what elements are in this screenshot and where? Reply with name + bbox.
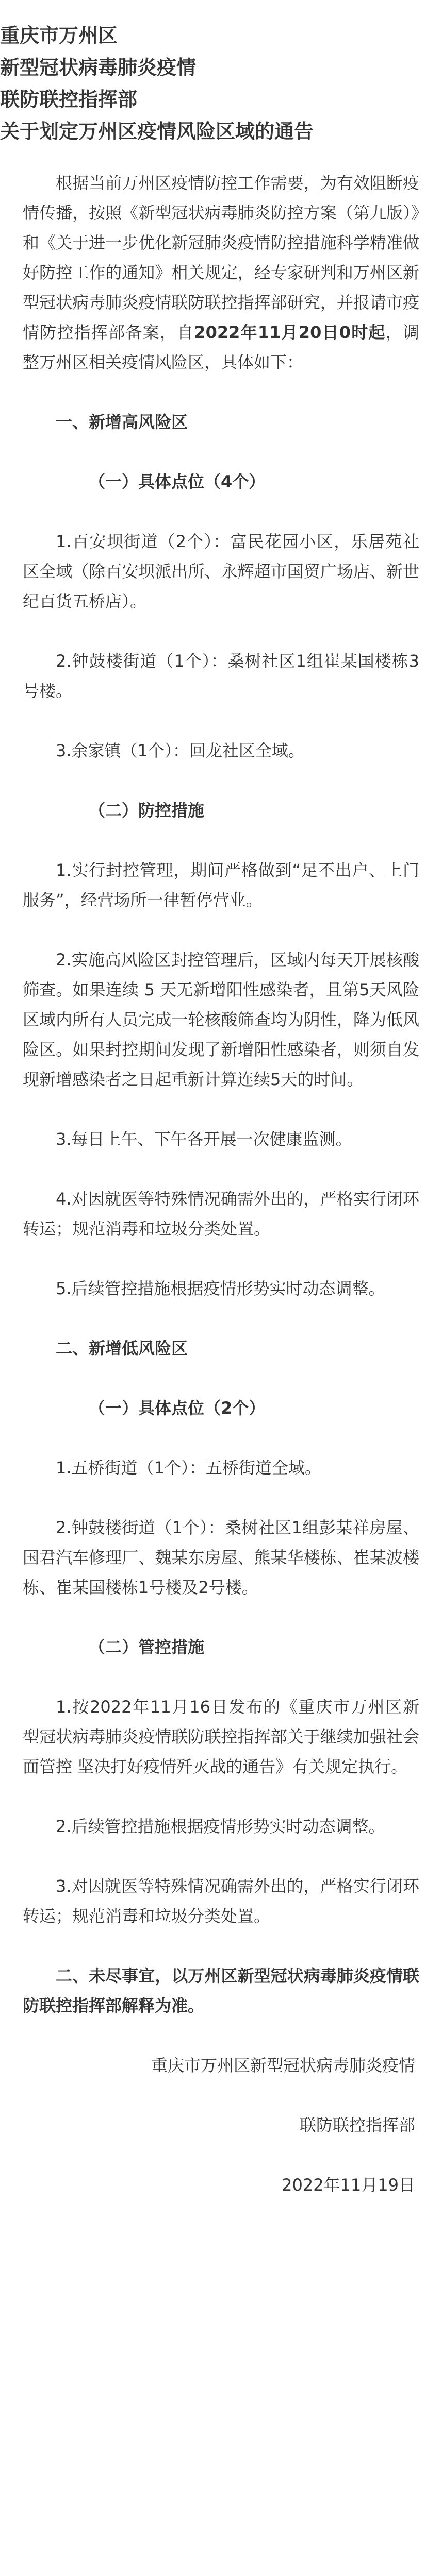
low-risk-measure-item: 1.按2022年11月16日发布的《重庆市万州区新型冠状病毒肺炎疫情联防联控指挥部关于继续加强社会面管控 坚决打好疫情歼灭战的通告》有关规定执行。 (23, 1697, 419, 1776)
signature-organization: 重庆市万州区新型冠状病毒肺炎疫情 (151, 2056, 415, 2075)
signature-department: 联防联控指挥部 (299, 2115, 415, 2135)
high-risk-measure-item: 5.后续管控措施根据疫情形势实时动态调整。 (56, 1279, 385, 1298)
low-risk-location-item: 2.钟鼓楼街道（1个）：桑树社区1组彭某祥房屋、国君汽车修理厂、魏某东房屋、熊某华楼栋、崔某波楼栋、崔某国楼栋1号楼及2号楼。 (23, 1518, 419, 1597)
high-risk-location-item: 3.余家镇（1个）：回龙社区全域。 (56, 741, 305, 760)
closing-statement: 二、未尽事宜，以万州区新型冠状病毒肺炎疫情联防联控指挥部解释为准。 (23, 1966, 419, 2015)
subheading-low-risk-locations: （一）具体点位（2个） (89, 1398, 266, 1418)
subheading-high-risk-locations: （一）具体点位（4个） (89, 472, 266, 492)
signature-date: 2022年11月19日 (282, 2175, 415, 2195)
subheading-low-risk-measures: （二）管控措施 (89, 1637, 205, 1657)
low-risk-measure-item: 3.对因就医等特殊情况确需外出的，严格实行闭环转运；规范消毒和垃圾分类处置。 (23, 1876, 419, 1926)
high-risk-measure-item: 2.实施高风险区封控管理后，区域内每天开展核酸筛查。如果连续 5 天无新增阳性感染者，且第5天风险区域内所有人员完成一轮核酸筛查均为阴性，降为低风险区。如果封控期间发现了新增阳性感染者，则须自发现新增感染者之日起重新计算连续5天的时间。 (23, 950, 419, 1089)
intro-paragraph (23, 168, 419, 377)
section-heading-high-risk: 一、新增高风险区 (56, 412, 188, 432)
low-risk-measure-item: 2.后续管控措施根据疫情形势实时动态调整。 (56, 1817, 385, 1836)
intro-text-before: 根据当前万州区疫情防控工作需要，为有效阻断疫情传播，按照《新型冠状病毒肺炎防控方案（第九版）》和《关于进一步优化新冠肺炎疫情防控措施科学精准做好防控工作的通知》相关规定，经专家研判和万州区新型冠状病毒肺炎疫情联防联控指挥部研究，并报请市疫情防控指挥部备案，自 (23, 173, 419, 342)
effective-time: 2022年11月20日0时起 (194, 323, 386, 342)
title-line-2: 新型冠状病毒肺炎疫情 (0, 56, 197, 79)
title-line-4: 关于划定万州区疫情风险区域的通告 (0, 120, 314, 143)
section-heading-low-risk: 二、新增低风险区 (56, 1338, 188, 1358)
low-risk-location-item: 1.五桥街道（1个）：五桥街道全域。 (56, 1458, 321, 1478)
intro-text-after: ，调整万州区相关疫情风险区，具体如下： (23, 323, 419, 372)
subheading-high-risk-measures: （二）防控措施 (89, 801, 205, 820)
title-line-1: 重庆市万州区 (0, 24, 118, 47)
notice-title (0, 0, 442, 147)
title-line-3: 联防联控指挥部 (0, 88, 138, 111)
high-risk-measure-item: 3.每日上午、下午各开展一次健康监测。 (56, 1129, 352, 1149)
notice-body (0, 147, 442, 2200)
high-risk-measure-item: 4.对因就医等特殊情况确需外出的，严格实行闭环转运；规范消毒和垃圾分类处置。 (23, 1189, 419, 1239)
high-risk-measure-item: 1.实行封控管理，期间严格做到“足不出户、上门服务”，经营场所一律暂停营业。 (23, 860, 419, 910)
high-risk-location-item: 2.钟鼓楼街道（1个）：桑树社区1组崔某国楼栋3号楼。 (23, 651, 419, 701)
high-risk-location-item: 1.百安坝街道（2个）：富民花园小区，乐居苑社区全域（除百安坝派出所、永辉超市国贸广场店、新世纪百货五桥店）。 (23, 532, 419, 611)
